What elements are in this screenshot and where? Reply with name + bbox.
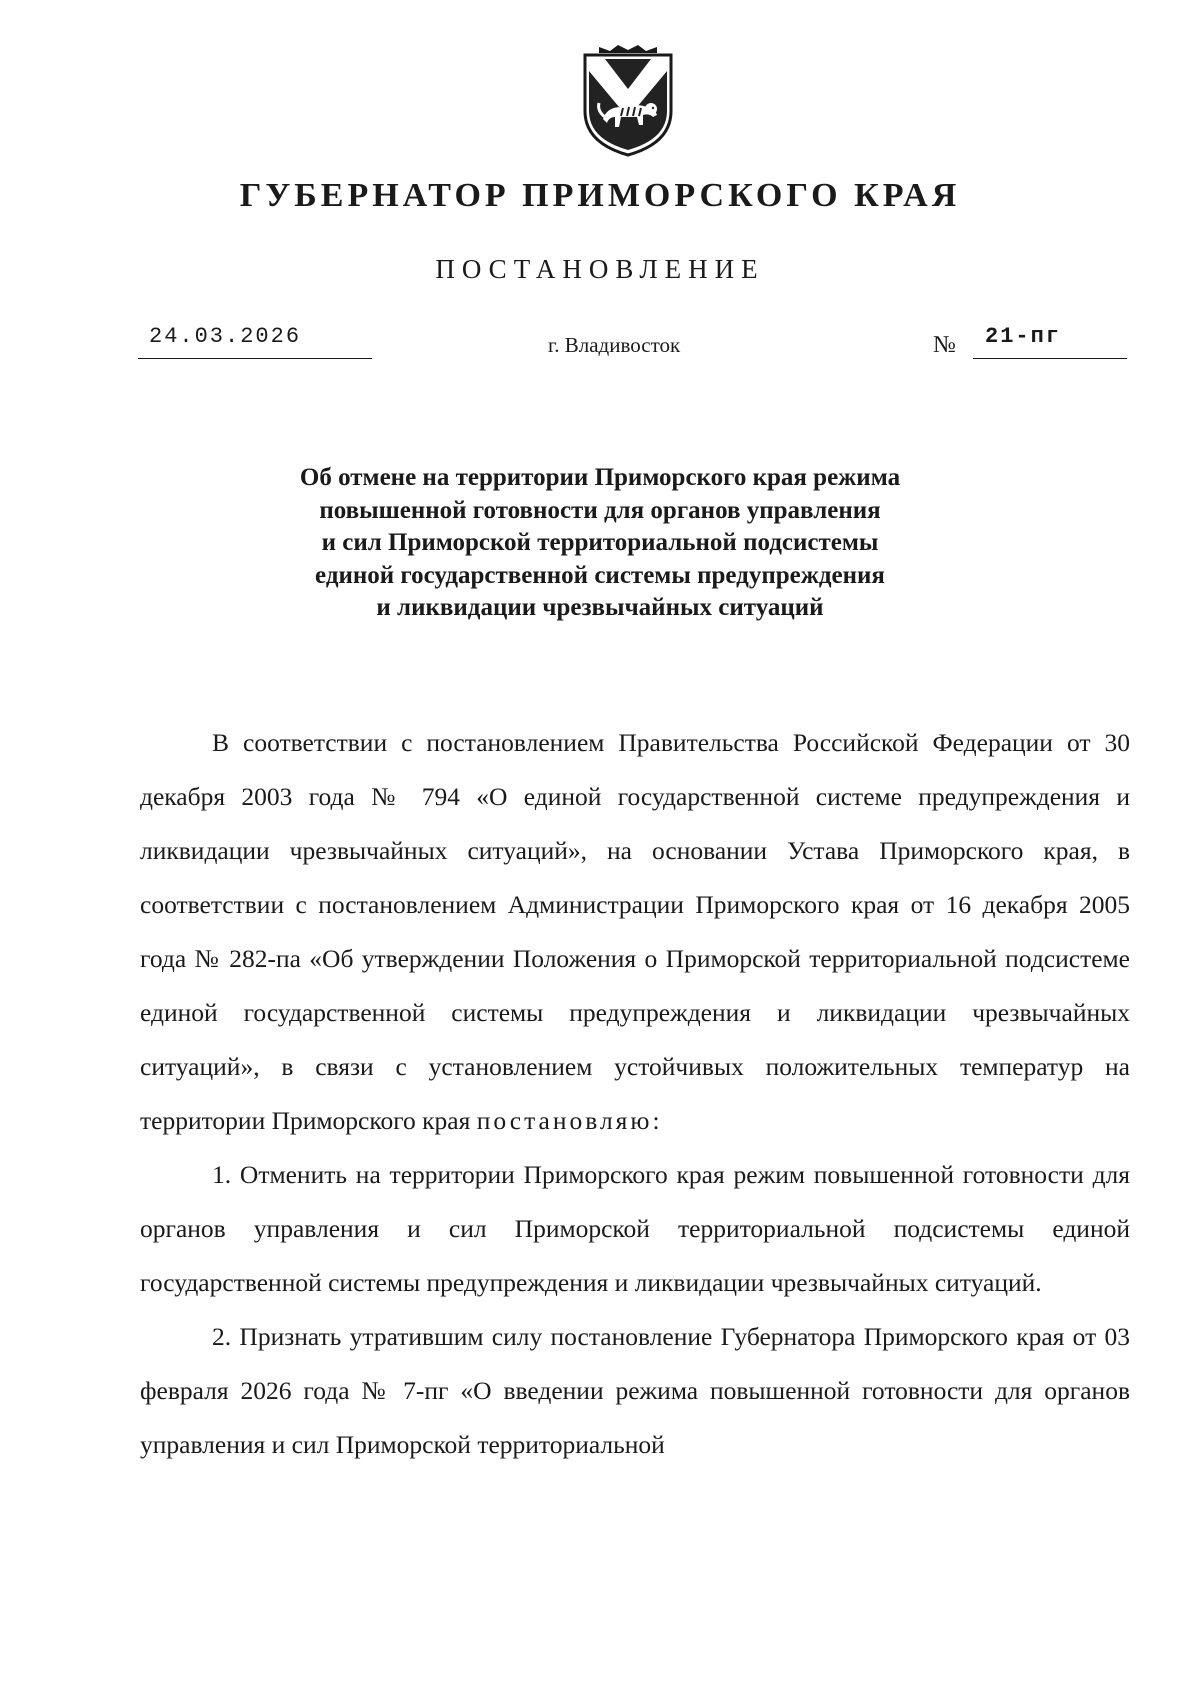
- preamble-text: В соответствии с постановлением Правительства Российской Федерации от 30 декабря 2003 года № 794 «О единой государственной системе предупреждения и ликвидации чрезвычайных ситуаций», на основании Устава Приморского края, в соответствии с постановлением Администрации Приморского края от 16 декабря 2005 года № 282-па «Об утверждении Положения о Приморской территориальной подсистеме единой государственной системы предупреждения и ликвидации чрезвычайных ситуаций», в связи с установлением устойчивых положительных температур на территории Приморского края: [140, 728, 1130, 1135]
- title-line: повышенной готовности для органов управления: [319, 496, 881, 524]
- preamble-paragraph: [140, 716, 1130, 1148]
- title-line: и ликвидации чрезвычайных ситуаций: [376, 594, 824, 621]
- city-label: г. Владивосток: [548, 333, 681, 357]
- item-2-paragraph: 2. Признать утратившим силу постановление Губернатора Приморского края от 03 февраля 2026 года № 7-пг «О введении режима повышенной готовности для органов управления и сил Приморской территориальной: [140, 1322, 1130, 1459]
- document-type: ПОСТАНОВЛЕНИЕ: [435, 254, 765, 284]
- document-title: [240, 462, 960, 625]
- coat-of-arms-tiger-icon: [577, 45, 679, 159]
- number-field: [973, 322, 1127, 359]
- resolve-word: постановляю:: [476, 1106, 663, 1135]
- document-number: 21-пг: [985, 324, 1062, 349]
- document-body: [140, 716, 1130, 1472]
- title-line: единой государственной системы предупреждения: [315, 561, 885, 589]
- number-sign: №: [933, 332, 956, 358]
- document-date: 24.03.2026: [149, 324, 302, 349]
- title-line: Об отмене на территории Приморского края режима: [299, 464, 901, 491]
- issuing-authority: ГУБЕРНАТОР ПРИМОРСКОГО КРАЯ: [239, 177, 961, 214]
- date-field: [138, 322, 372, 359]
- title-line: и сил Приморской территориальной подсистемы: [321, 529, 879, 556]
- item-1-paragraph: 1. Отменить на территории Приморского края режим повышенной готовности для органов управления и сил Приморской территориальной подсистемы единой государственной системы предупреждения и ликвидации чрезвычайных ситуаций.: [140, 1160, 1130, 1297]
